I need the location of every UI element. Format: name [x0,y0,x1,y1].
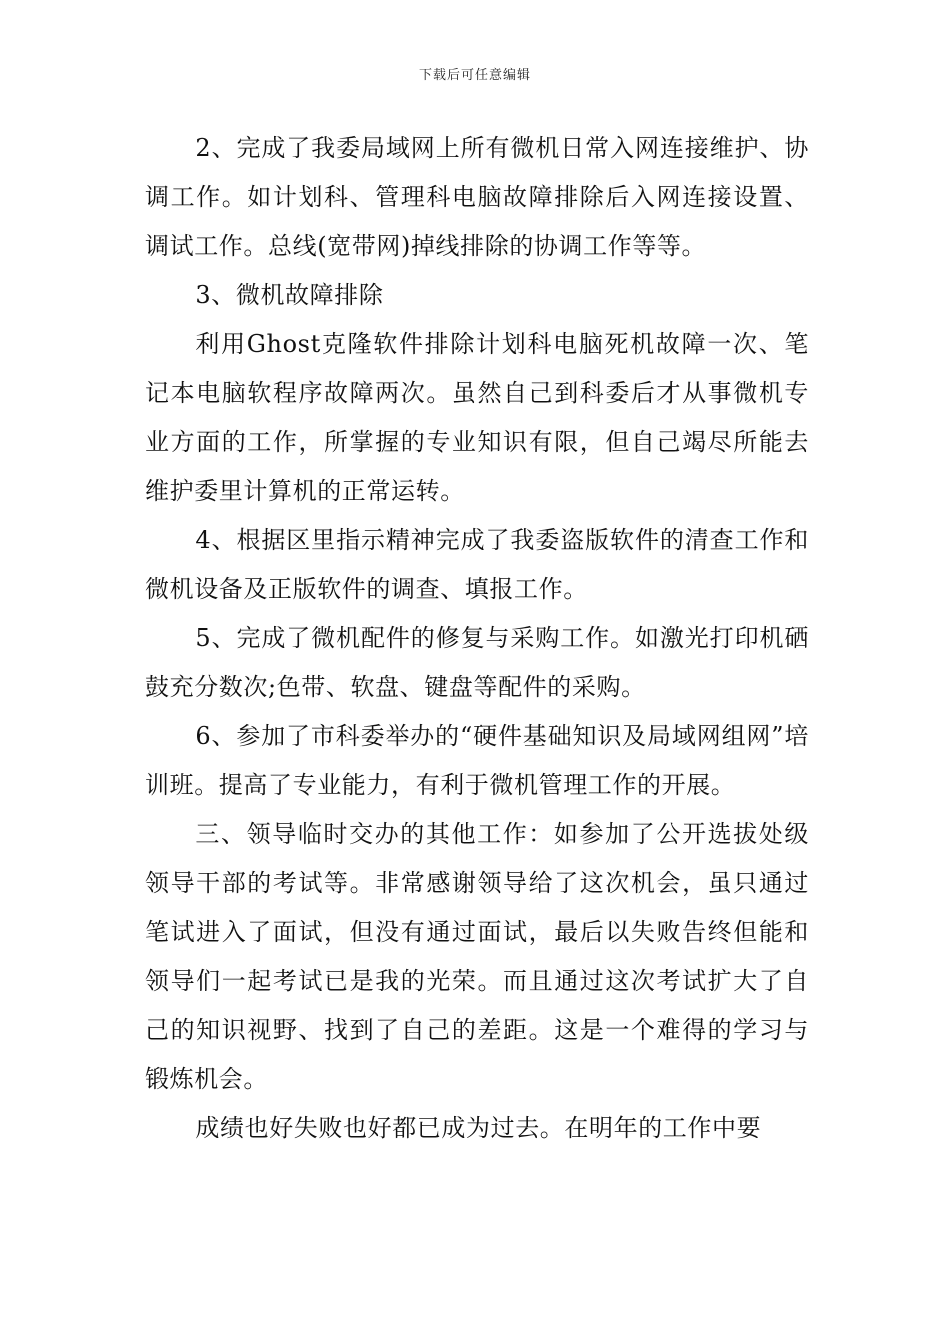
paragraph-other-work: 三、领导临时交办的其他工作：如参加了公开选拔处级领导干部的考试等。非常感谢领导给了这次机会，虽只通过笔试进入了面试，但没有通过面试，最后以失败告终但能和领导们一起考试已是我的光荣。而且通过这次考试扩大了自己的知识视野、找到了自己的差距。这是一个难得的学习与锻炼机会。 [145,820,809,1093]
paragraph-network-maintenance: 2、完成了我委局域网上所有微机日常入网连接维护、协调工作。如计划科、管理科电脑故障排除后入网连接设置、调试工作。总线(宽带网)掉线排除的协调工作等等。 [145,134,809,260]
paragraph-software-audit: 4、根据区里指示精神完成了我委盗版软件的清查工作和微机设备及正版软件的调查、填报工作。 [145,526,809,603]
paragraph-parts-purchase: 5、完成了微机配件的修复与采购工作。如激光打印机硒鼓充分数次;色带、软盘、键盘等配件的采购。 [145,624,809,701]
paragraph-training: 6、参加了市科委举办的“硬件基础知识及局域网组网”培训班。提高了专业能力，有利于微机管理工作的开展。 [145,722,809,799]
document-body [145,124,809,1153]
paragraph-conclusion: 成绩也好失败也好都已成为过去。在明年的工作中要 [195,1114,762,1142]
paragraph-troubleshooting-heading: 3、微机故障排除 [195,281,384,309]
header-note: 下载后可任意编辑 [418,68,531,83]
paragraph-ghost-repair: 利用Ghost克隆软件排除计划科电脑死机故障一次、笔记本电脑软程序故障两次。虽然自己到科委后才从事微机专业方面的工作，所掌握的专业知识有限，但自己竭尽所能去维护委里计算机的正常运转。 [145,330,809,505]
